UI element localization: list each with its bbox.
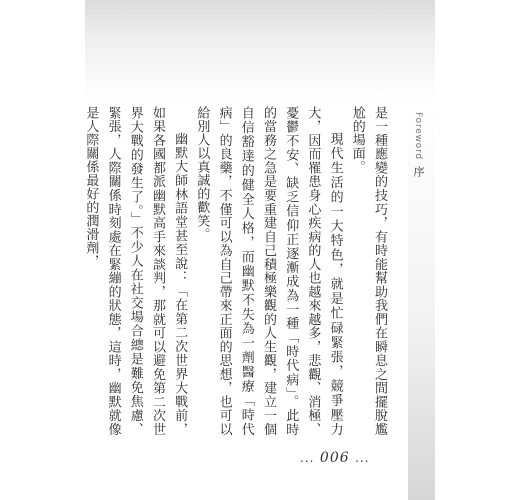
chapter-label bbox=[410, 112, 426, 177]
paragraph: 幽默大師林語堂甚至說：「在第二次世界大戰前，如果各國都派幽默高手來談判，那就可以避免第二次世界大戰的發生了。」不少人在社交場合總是難免焦慮、緊張，人際關係時刻處在緊繃的狀態，這時，幽默就像是人際關係最好的潤滑劑， bbox=[83, 106, 188, 436]
chapter-label-en: Foreword bbox=[413, 112, 423, 160]
page-number-suffix: ... bbox=[355, 451, 370, 465]
chapter-label-zh: 序 bbox=[412, 165, 425, 178]
page-number-prefix: ... bbox=[300, 451, 315, 465]
body-text bbox=[83, 106, 390, 436]
page-number-value: 006 bbox=[319, 450, 350, 466]
paragraph: 是一種應變的技巧，有時能幫助我們在瞬息之間擺脫尷尬的場面。 bbox=[349, 106, 387, 436]
paragraph: 現代生活的一大特色，就是忙碌緊張，競爭壓力大，因而罹患身心疾病的人也越來越多，悲觀、消極、憂鬱不安、缺乏信仰正逐漸成為一種「時代病」。此時的當務之急是要重建自己積極樂觀的人生觀，建立一個自信豁達的健全人格，而幽默不失為一劑醫療「時代病」的良藥，不僅可以為自己帶來正面的思想，也可以給別人以真誠的歡笑。 bbox=[194, 106, 343, 436]
page-number bbox=[300, 450, 370, 466]
